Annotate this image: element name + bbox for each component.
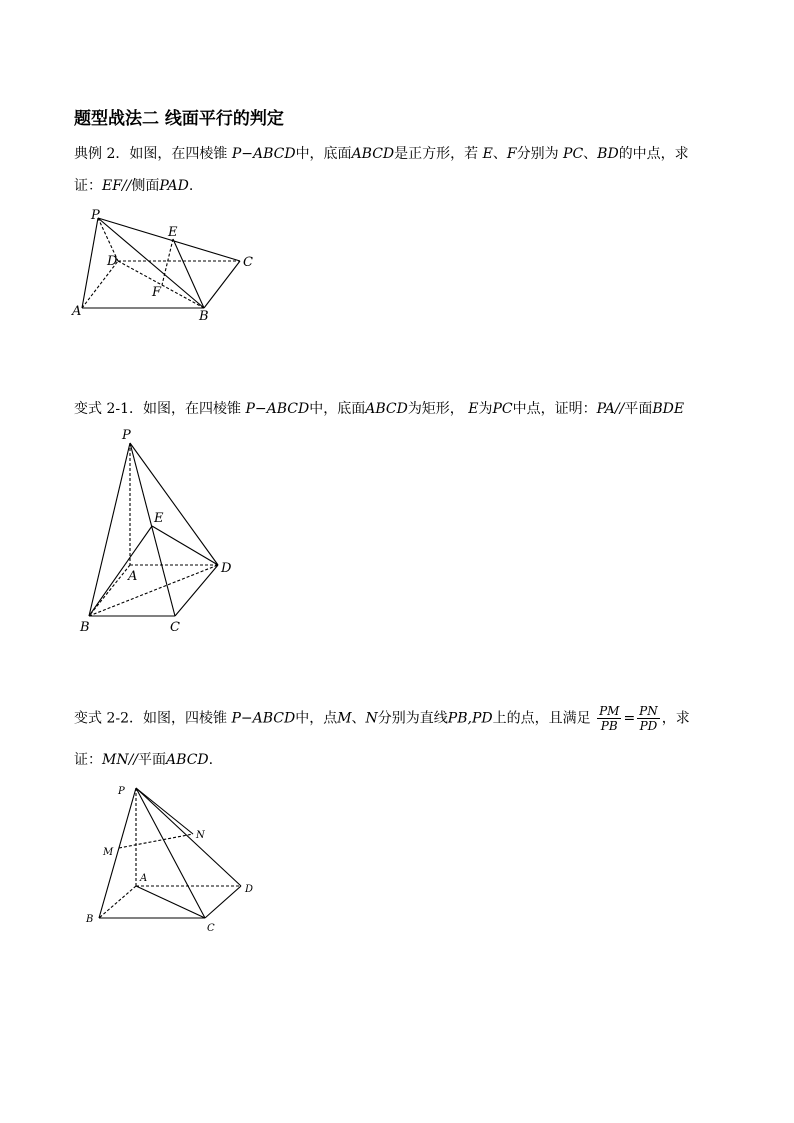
edge-ed [152, 526, 218, 565]
ex2-text: 平面 [624, 401, 653, 417]
ex2-text: 为矩形， [407, 401, 464, 417]
fig2-label-d: D [221, 561, 232, 576]
fig2-label-a: A [128, 569, 138, 584]
frac-denominator: PB [600, 719, 618, 733]
ex2-point-e: E [468, 401, 479, 417]
ex3-text: 分别为直线 [377, 710, 448, 727]
ex1-sep: 、 [492, 146, 507, 162]
fig3-label-p: P [118, 786, 125, 797]
frac-numerator: PN [639, 704, 658, 718]
ex2-base: ABCD [365, 401, 408, 417]
fig1-label-c: C [243, 255, 253, 270]
edge-bc [204, 261, 240, 308]
fig3-label-m: M [103, 847, 114, 858]
ex2-bde: BDE [652, 401, 685, 417]
ex1-text: 分别为 [516, 146, 559, 162]
fig1-label-d: D [107, 254, 118, 269]
ex1-pc: PC [563, 146, 584, 162]
edge-ab [99, 886, 136, 918]
ex2-text: 为 [478, 401, 493, 417]
edge-pd [130, 443, 218, 565]
ex3-fraction-pn-pd [637, 704, 660, 733]
fig3-label-a: A [140, 873, 148, 884]
ex1-bd: BD [597, 146, 619, 162]
ex1-text: . [188, 178, 194, 194]
edge-eb [89, 526, 152, 616]
fig2-label-p: P [122, 428, 131, 443]
edge-cd [205, 886, 241, 918]
ex2-text: 中点，证明： [512, 401, 597, 417]
fig1-label-e: E [168, 225, 178, 240]
ex1-sep: 、 [583, 146, 598, 162]
example-2-line-1 [74, 398, 684, 418]
edge-pc [136, 788, 205, 918]
ex2-pyramid: P−ABCD [245, 401, 310, 417]
ex3-pyramid: P−ABCD [231, 710, 296, 727]
ex3-mn: MN// [102, 752, 139, 768]
ex1-text: 的中点，求 [618, 146, 689, 162]
ex1-text: 证： [74, 178, 102, 194]
edge-ac [136, 886, 205, 918]
ex3-lines: PB,PD [447, 710, 493, 727]
ex3-point-n: N [365, 710, 378, 727]
ex3-lead: 变式 2-2．如图，四棱锥 [74, 710, 227, 727]
ex3-text: 中，点 [295, 710, 338, 727]
ex1-ef: EF// [102, 178, 132, 194]
fig2-label-b: B [80, 620, 90, 635]
ex3-abcd: ABCD [166, 752, 209, 768]
fig2-label-e: E [154, 511, 164, 526]
ex3-text: 平面 [138, 752, 167, 768]
ex2-pc: PC [492, 401, 513, 417]
edge-mn [119, 834, 193, 848]
ex1-point-f: F [506, 146, 517, 162]
ex3-fraction-pm-pb [597, 704, 621, 733]
edge-bd [89, 565, 218, 616]
ex1-pad: PAD [159, 178, 189, 194]
fig2-label-c: C [170, 620, 180, 635]
ex1-text: 是正方形，若 [394, 146, 479, 162]
ex1-point-e: E [482, 146, 493, 162]
figure-2 [89, 443, 218, 616]
example-3-line-2 [74, 749, 213, 769]
frac-denominator: PD [639, 719, 658, 733]
fig3-label-d: D [245, 884, 254, 895]
ex1-pyramid: P−ABCD [231, 146, 296, 162]
fig3-label-n: N [196, 830, 205, 841]
ex1-lead: 典例 2．如图，在四棱锥 [74, 146, 228, 162]
edge-pa [82, 218, 98, 308]
fig1-label-a: A [72, 304, 82, 319]
ex3-equals: = [623, 710, 636, 727]
edge-ef [162, 239, 173, 285]
ex3-text: ，求 [661, 710, 690, 727]
ex2-text: 中，底面 [309, 401, 366, 417]
example-3-line-1 [74, 704, 690, 733]
frac-numerator: PM [599, 704, 620, 718]
ex3-sep: 、 [351, 710, 366, 727]
ex3-text: 上的点，且满足 [492, 710, 591, 727]
edge-pd [136, 788, 241, 886]
ex1-base: ABCD [351, 146, 395, 162]
ex3-point-m: M [337, 710, 352, 727]
edge-pn [136, 788, 193, 834]
ex1-text: 中，底面 [295, 146, 352, 162]
ex2-pa: PA// [596, 401, 625, 417]
ex2-lead: 变式 2-1．如图，在四棱锥 [74, 401, 241, 417]
ex3-text: 证： [74, 752, 102, 768]
ex1-text: 侧面 [131, 178, 160, 194]
edge-eb [173, 239, 204, 308]
fig1-label-b: B [199, 309, 209, 324]
fig3-label-c: C [207, 923, 215, 934]
edge-pc [130, 443, 175, 616]
edge-cd [175, 565, 218, 616]
fig1-label-f: F [152, 285, 162, 300]
ex3-text: . [208, 752, 214, 768]
fig1-label-p: P [91, 208, 100, 223]
section-title: 题型战法二 线面平行的判定 [74, 109, 284, 129]
fig3-label-b: B [86, 914, 94, 925]
figure-3 [99, 788, 241, 918]
